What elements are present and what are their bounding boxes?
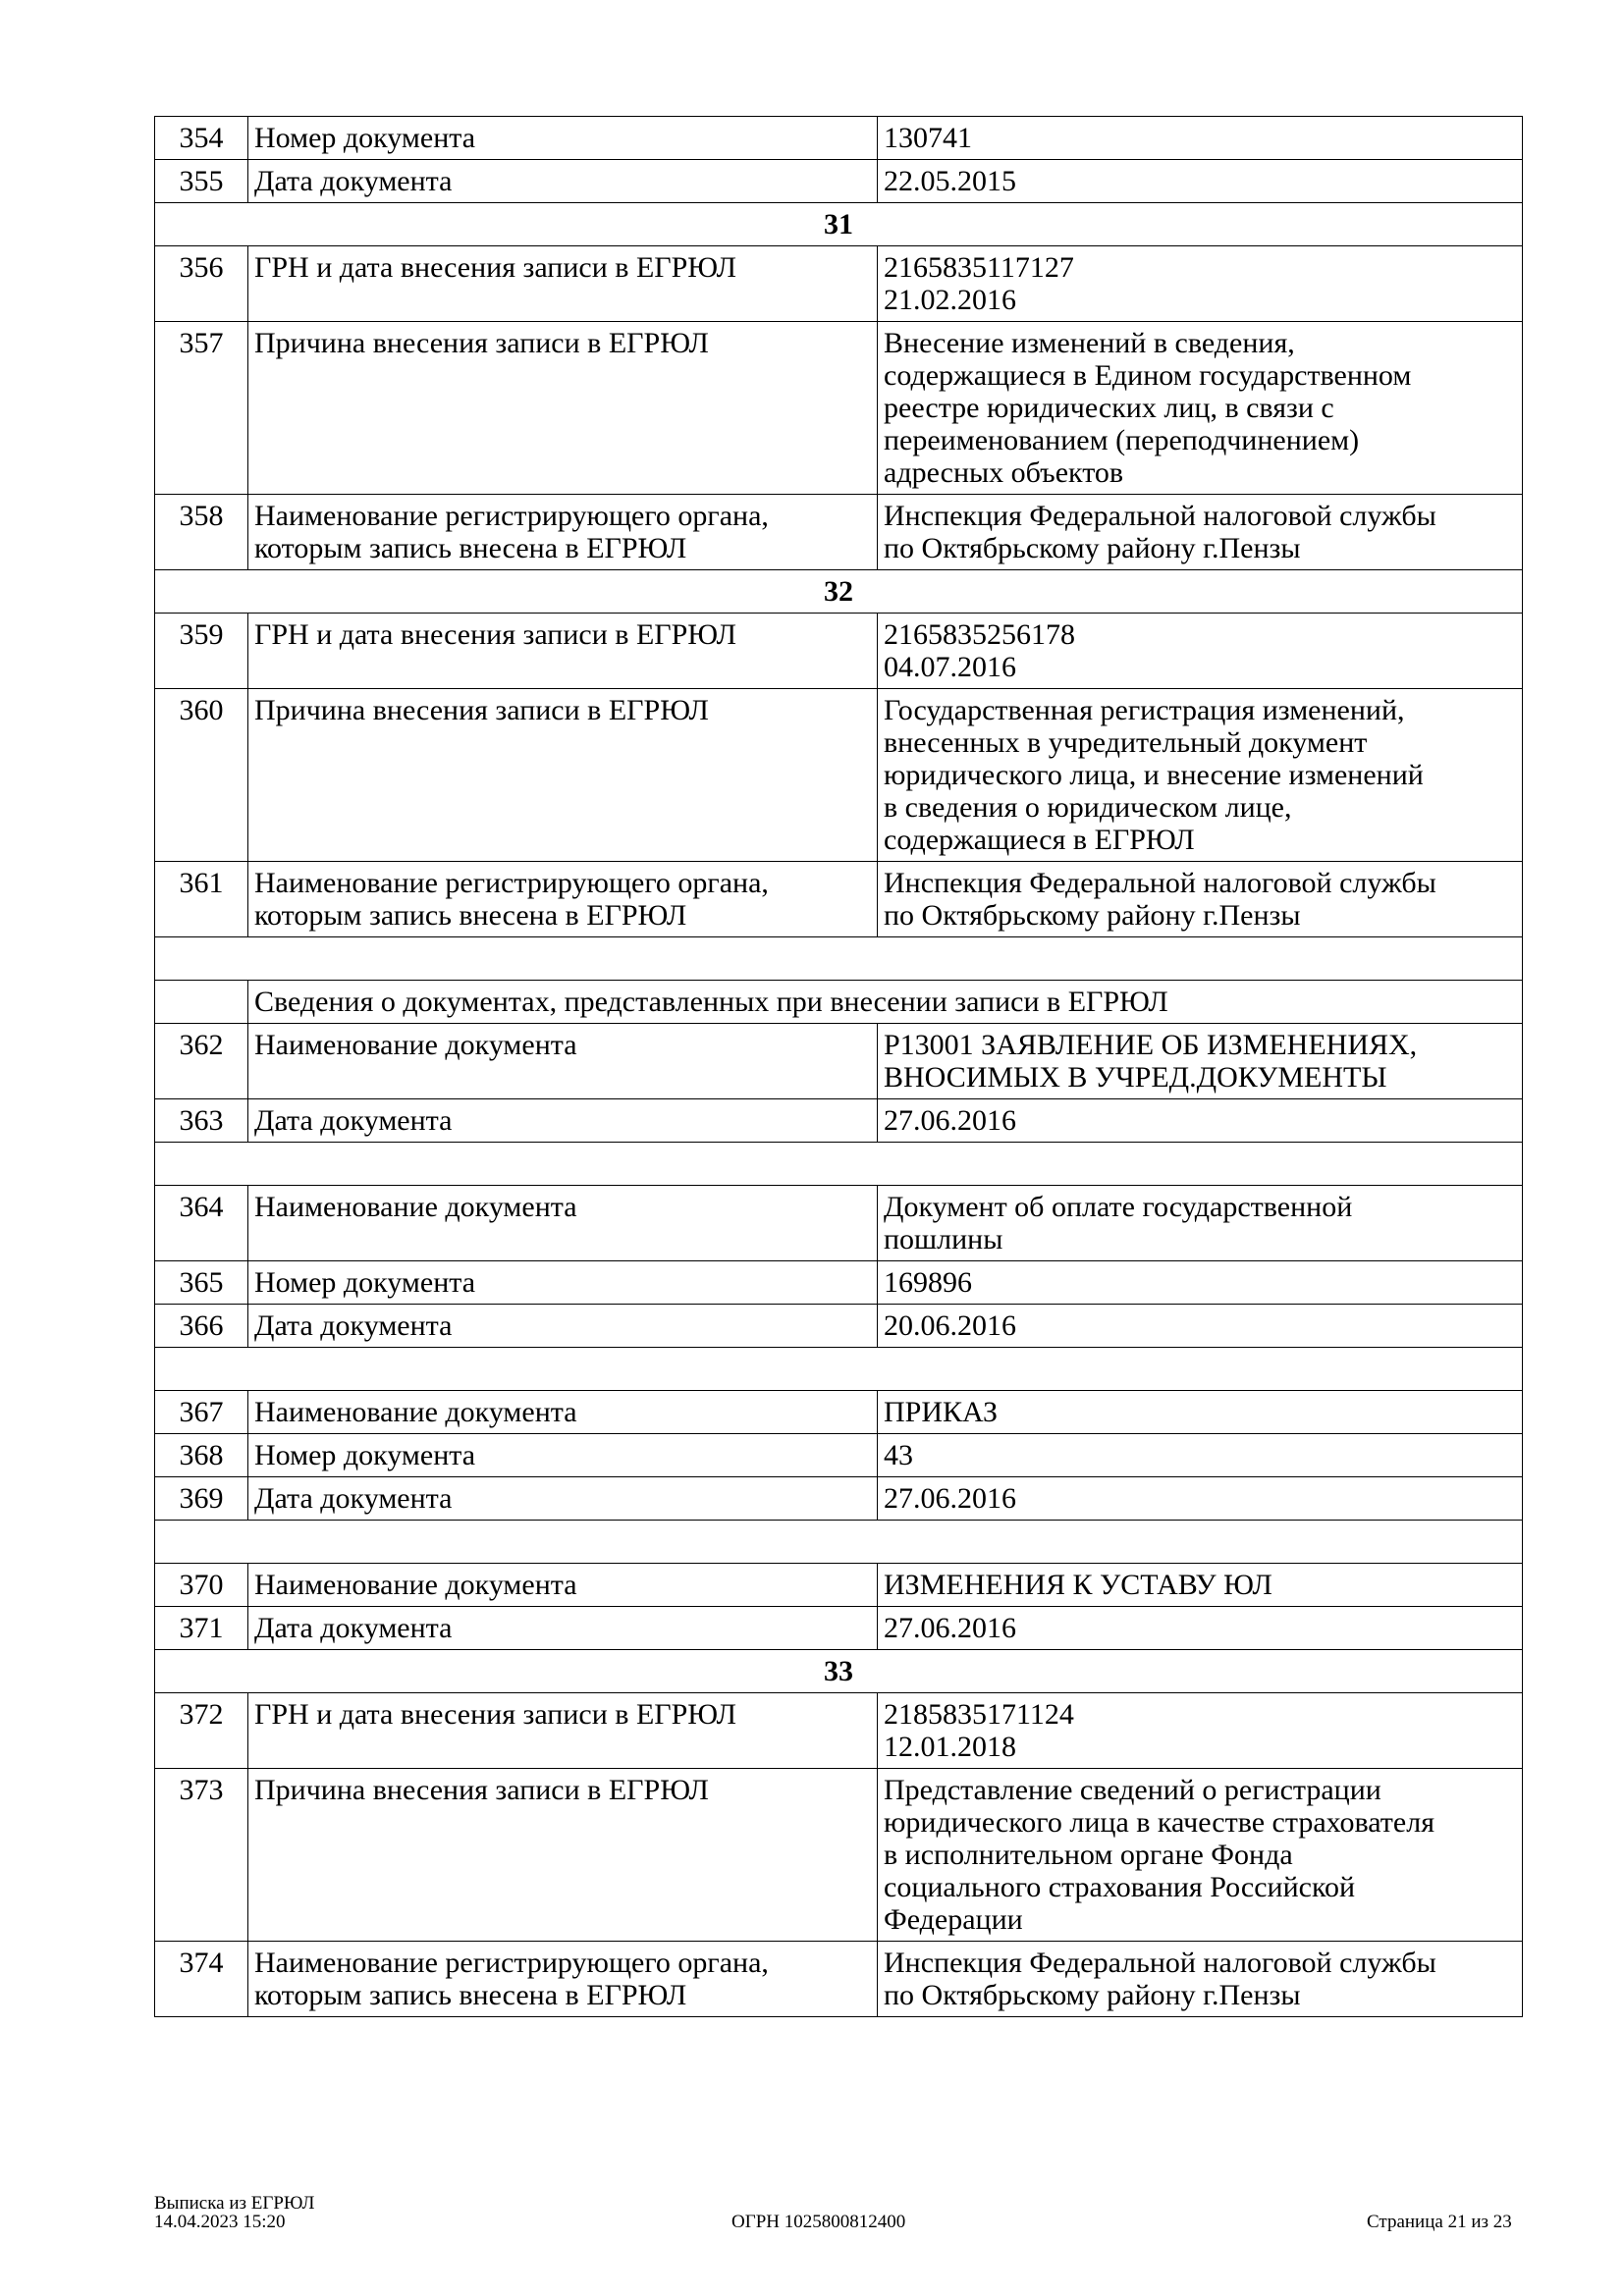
field-value: Инспекция Федеральной налоговой службы по Октябрьскому району г.Пензы [878,495,1523,570]
section-number: 33 [155,1650,1523,1693]
section-number: 32 [155,570,1523,614]
field-value: Инспекция Федеральной налоговой службы по Октябрьскому району г.Пензы [878,1942,1523,2017]
field-value: 20.06.2016 [878,1305,1523,1348]
field-label: Наименование документа [248,1391,878,1434]
row-number: 359 [155,614,248,689]
row-number: 360 [155,689,248,862]
row-number: 366 [155,1305,248,1348]
table-row [155,1942,1523,2017]
table-row [155,689,1523,862]
table-row [155,1564,1523,1607]
field-label: Номер документа [248,117,878,160]
table-row [155,1261,1523,1305]
field-value: 2165835256178 04.07.2016 [878,614,1523,689]
table-row [155,614,1523,689]
field-label: Наименование документа [248,1564,878,1607]
table-row [155,1693,1523,1769]
field-value: 130741 [878,117,1523,160]
field-label: Наименование регистрирующего органа, которым запись внесена в ЕГРЮЛ [248,1942,878,2017]
row-number: 368 [155,1434,248,1477]
field-value: 27.06.2016 [878,1607,1523,1650]
row-number: 369 [155,1477,248,1521]
footer-page-number: Страница 21 из 23 [1367,2212,1512,2232]
field-label: Номер документа [248,1434,878,1477]
table-row [155,1434,1523,1477]
footer-datetime: 14.04.2023 15:20 [154,2212,286,2232]
table-row [155,1477,1523,1521]
field-value: Р13001 ЗАЯВЛЕНИЕ ОБ ИЗМЕНЕНИЯХ, ВНОСИМЫХ В УЧРЕД.ДОКУМЕНТЫ [878,1024,1523,1099]
empty-cell [155,1143,1523,1186]
row-number: 365 [155,1261,248,1305]
table-row [155,322,1523,495]
empty-cell [155,981,248,1024]
field-label: Наименование документа [248,1186,878,1261]
table-row [155,1391,1523,1434]
row-number: 355 [155,160,248,203]
field-label: Номер документа [248,1261,878,1305]
table-row [155,117,1523,160]
blank-separator-row [155,1143,1523,1186]
field-value: ПРИКАЗ [878,1391,1523,1434]
field-label: Дата документа [248,1305,878,1348]
field-value: ИЗМЕНЕНИЯ К УСТАВУ ЮЛ [878,1564,1523,1607]
row-number: 363 [155,1099,248,1143]
field-label: Наименование регистрирующего органа, которым запись внесена в ЕГРЮЛ [248,862,878,937]
field-value: Представление сведений о регистрации юридического лица в качестве страхователя в исполнительном органе Фонда социального страхования Российской Федерации [878,1769,1523,1942]
field-label: Дата документа [248,1477,878,1521]
empty-cell [155,1521,1523,1564]
section-number-row [155,570,1523,614]
field-label: ГРН и дата внесения записи в ЕГРЮЛ [248,246,878,322]
row-number: 370 [155,1564,248,1607]
field-value: Государственная регистрация изменений, внесенных в учредительный документ юридического лица, и внесение изменений в сведения о юридическом лице, содержащиеся в ЕГРЮЛ [878,689,1523,862]
table-row [155,1769,1523,1942]
section-number-row [155,1650,1523,1693]
field-value: Документ об оплате государственной пошлины [878,1186,1523,1261]
row-number: 357 [155,322,248,495]
row-number: 356 [155,246,248,322]
field-label: Наименование регистрирующего органа, которым запись внесена в ЕГРЮЛ [248,495,878,570]
empty-cell [155,937,1523,981]
field-value: 27.06.2016 [878,1099,1523,1143]
table-row [155,1607,1523,1650]
field-value: 2185835171124 12.01.2018 [878,1693,1523,1769]
row-number: 371 [155,1607,248,1650]
field-label: Причина внесения записи в ЕГРЮЛ [248,689,878,862]
section-number-row [155,203,1523,246]
row-number: 372 [155,1693,248,1769]
row-number: 354 [155,117,248,160]
section-number: 31 [155,203,1523,246]
field-value: 2165835117127 21.02.2016 [878,246,1523,322]
documents-heading-row [155,981,1523,1024]
row-number: 373 [155,1769,248,1942]
row-number: 362 [155,1024,248,1099]
field-value: 169896 [878,1261,1523,1305]
blank-separator-row [155,1348,1523,1391]
table-row [155,495,1523,570]
field-value: Инспекция Федеральной налоговой службы по Октябрьскому району г.Пензы [878,862,1523,937]
field-label: ГРН и дата внесения записи в ЕГРЮЛ [248,1693,878,1769]
table-row [155,1099,1523,1143]
field-label: Причина внесения записи в ЕГРЮЛ [248,1769,878,1942]
egrul-extract-table [154,116,1523,2017]
blank-separator-row [155,1521,1523,1564]
row-number: 361 [155,862,248,937]
field-label: Дата документа [248,160,878,203]
table-row [155,1024,1523,1099]
row-number: 364 [155,1186,248,1261]
empty-cell [155,1348,1523,1391]
field-value: Внесение изменений в сведения, содержащиеся в Едином государственном реестре юридических лиц, в связи с переименованием (переподчинением) адресных объектов [878,322,1523,495]
field-label: Дата документа [248,1099,878,1143]
footer-document-title: Выписка из ЕГРЮЛ [154,2193,315,2214]
blank-separator-row [155,937,1523,981]
row-number: 358 [155,495,248,570]
field-label: Причина внесения записи в ЕГРЮЛ [248,322,878,495]
footer-ogrn: ОГРН 1025800812400 [731,2212,906,2232]
field-label: Наименование документа [248,1024,878,1099]
table-body [155,117,1523,2017]
table-row [155,1186,1523,1261]
field-value: 27.06.2016 [878,1477,1523,1521]
row-number: 374 [155,1942,248,2017]
field-label: Дата документа [248,1607,878,1650]
field-value: 22.05.2015 [878,160,1523,203]
table-row [155,862,1523,937]
row-number: 367 [155,1391,248,1434]
documents-heading: Сведения о документах, представленных при внесении записи в ЕГРЮЛ [248,981,1523,1024]
table-row [155,1305,1523,1348]
table-row [155,160,1523,203]
field-value: 43 [878,1434,1523,1477]
footer-document-info [154,2194,314,2231]
table-row [155,246,1523,322]
field-label: ГРН и дата внесения записи в ЕГРЮЛ [248,614,878,689]
